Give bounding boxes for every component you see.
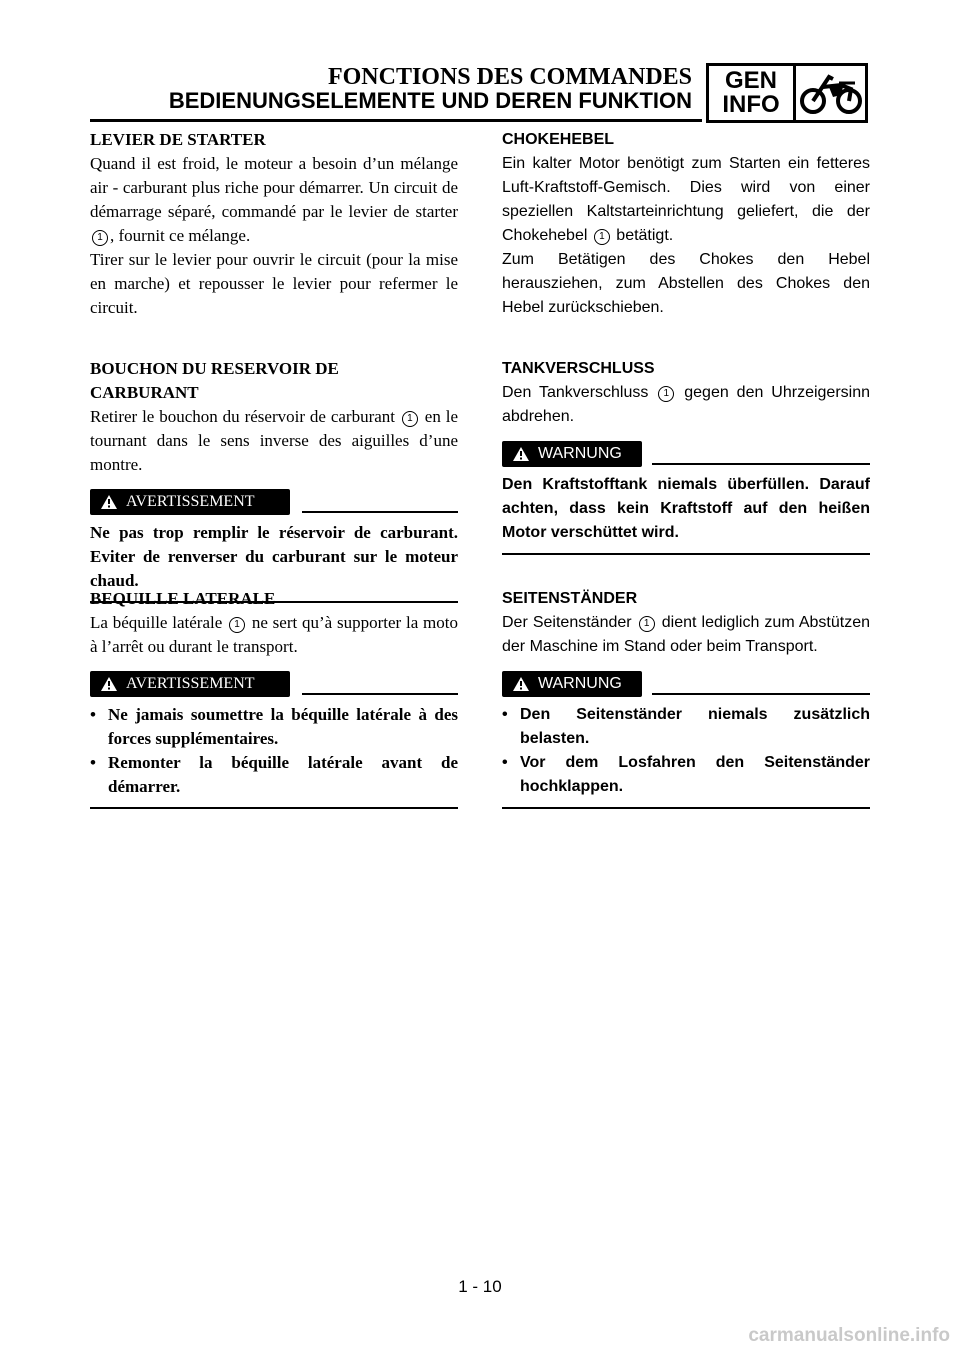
text-run: gegen den Uhrzeigersinn abdrehen. xyxy=(502,384,871,425)
warning-rule xyxy=(302,511,458,513)
fr-starter-para-2: Tirer sur le levier pour ouvrir le circuit (pour la mise en marche) et repousser le levier pour refermer le circuit. xyxy=(90,250,458,317)
warning-triangle-icon xyxy=(100,494,118,510)
warning-triangle-icon xyxy=(512,446,530,462)
de-stand-warning-header xyxy=(502,671,870,697)
text-run: dient lediglich zum Abstützen der Maschine im Stand oder beim Transport. xyxy=(502,614,870,655)
warning-rule xyxy=(302,693,458,695)
footer-watermark: carmanualsonline.info xyxy=(748,1325,950,1346)
bullet-text: Remonter la béquille latérale avant de démarrer. xyxy=(108,753,458,796)
warning-rule xyxy=(652,463,870,465)
fr-starter-title: LEVIER DE STARTER xyxy=(90,130,266,149)
callout-number: 1 xyxy=(658,386,674,402)
badge-line-1: GEN xyxy=(724,67,777,94)
page-number: 1 - 10 xyxy=(458,1277,502,1296)
header-title-de: BEDIENUNGSELEMENTE UND DEREN FUNKTION xyxy=(168,88,692,113)
fr-starter-section xyxy=(90,128,458,320)
motorcycle-icon xyxy=(796,66,865,120)
de-stand-title: SEITENSTÄNDER xyxy=(502,590,638,607)
warning-label xyxy=(502,671,642,697)
text-run: ne sert qu’à supporter la moto à l’arrêt ou durant le transport. xyxy=(90,613,459,656)
text-run: Quand il est froid, le moteur a besoin d’un mélange air - carburant plus riche pour démarrer. Un circuit de démarrage séparé, commandé par le levier de starter xyxy=(90,154,458,221)
de-choke-section xyxy=(502,128,870,320)
text-run: Den Tankverschluss xyxy=(502,384,657,401)
text-run: , fournit ce mélange. xyxy=(110,226,251,245)
text-run: Der Seitenständer xyxy=(502,614,637,631)
fr-stand-para xyxy=(90,611,458,659)
text-run: Ein kalter Motor benötigt zum Starten ein fetteres Luft-Kraftstoff-Gemisch. Dies wird von einer speziellen Kaltstarteinrichtung geliefert, die der Chokehebel xyxy=(502,155,870,244)
de-choke-title: CHOKEHEBEL xyxy=(502,131,615,148)
warning-label xyxy=(502,441,642,467)
fr-starter-para-1 xyxy=(90,152,458,248)
header-title-fr: FONCTIONS DES COMMANDES xyxy=(327,64,692,90)
fr-tank-title-2: CARBURANT xyxy=(90,383,199,402)
warning-triangle-icon xyxy=(512,676,530,692)
warning-label-text: WARNUNG xyxy=(538,445,622,462)
callout-number: 1 xyxy=(594,229,610,245)
callout-number: 1 xyxy=(229,617,245,633)
warning-label xyxy=(90,671,290,697)
fr-stand-warning-header xyxy=(90,671,458,697)
bullet-text: Den Seitenständer niemals zusätzlich belasten. xyxy=(520,706,870,747)
warning-text: Den Kraftstofftank niemals überfüllen. Darauf achten, dass kein Kraftstoff auf den heißen Motor verschüttet wird. xyxy=(502,476,870,541)
warning-label-text: AVERTISSEMENT xyxy=(126,675,255,692)
badge-text xyxy=(709,66,796,120)
badge-line-2: INFO xyxy=(722,91,780,118)
warning-triangle-icon xyxy=(100,676,118,692)
de-tank-title: TANKVERSCHLUSS xyxy=(502,360,655,377)
fr-stand-section xyxy=(90,587,458,809)
bullet-dot: • xyxy=(502,754,508,771)
fr-stand-title: BEQUILLE LATERALE xyxy=(90,589,276,608)
de-tank-para xyxy=(502,381,870,429)
warning-bullet xyxy=(502,751,870,799)
de-stand-warning-body xyxy=(502,703,870,809)
de-tank-warning-header xyxy=(502,441,870,467)
callout-number: 1 xyxy=(92,230,108,246)
callout-number: 1 xyxy=(639,616,655,632)
text-run: betätigt. xyxy=(611,227,674,244)
fr-tank-section xyxy=(90,357,458,603)
de-choke-para-1 xyxy=(502,152,870,248)
warning-bullet xyxy=(90,751,458,799)
warning-label-text: AVERTISSEMENT xyxy=(126,493,255,510)
text-run: Retirer le bouchon du réservoir de carburant xyxy=(90,407,400,426)
bullet-text: Vor dem Losfahren den Seitenständer hochklappen. xyxy=(520,754,870,795)
warning-bullet xyxy=(502,703,870,751)
warning-label-text: WARNUNG xyxy=(538,675,622,692)
warning-rule xyxy=(652,693,870,695)
text-run: en le tournant dans le sens inverse des aiguilles d’une montre. xyxy=(90,407,458,474)
warning-text: Ne pas trop remplir le réservoir de carburant. Eviter de renverser du carburant sur le moteur chaud. xyxy=(90,523,458,590)
de-tank-warning-body xyxy=(502,473,870,555)
warning-label xyxy=(90,489,290,515)
bullet-text: Ne jamais soumettre la béquille latérale à des forces supplémentaires. xyxy=(108,705,458,748)
bullet-dot: • xyxy=(502,706,508,723)
fr-tank-warning-header xyxy=(90,489,458,515)
de-stand-section xyxy=(502,587,870,809)
de-choke-para-2: Zum Betätigen des Chokes den Hebel herausziehen, zum Abstellen des Chokes den Hebel zurückschieben. xyxy=(502,251,870,316)
fr-tank-title-1: BOUCHON DU RESERVOIR DE xyxy=(90,359,339,378)
gen-info-badge xyxy=(706,63,868,123)
fr-tank-para xyxy=(90,405,458,477)
fr-stand-warning-body xyxy=(90,703,458,809)
text-run: La béquille latérale xyxy=(90,613,228,632)
bullet-dot: • xyxy=(90,705,96,724)
callout-number: 1 xyxy=(402,411,418,427)
warning-bullet xyxy=(90,703,458,751)
de-stand-para xyxy=(502,611,870,659)
de-tank-section xyxy=(502,357,870,555)
bullet-dot: • xyxy=(90,753,96,772)
header-rule xyxy=(90,119,702,122)
